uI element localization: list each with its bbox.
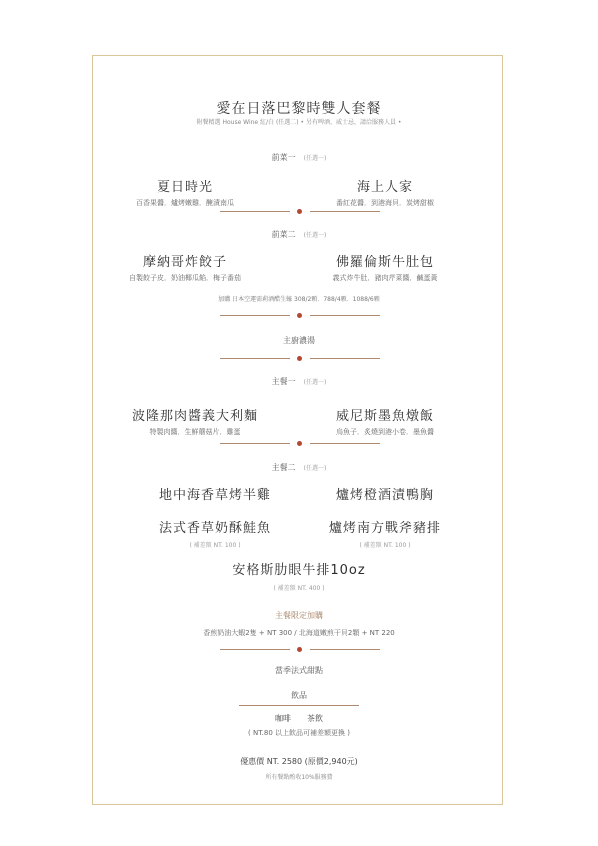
surcharge-note: ( 補差額 NT. 400 ) [273, 585, 325, 592]
dish-name: 佛羅倫斯牛肚包 [335, 255, 434, 270]
appetizer2-heading [0, 229, 598, 240]
appetizer2-label: 前菜二 [271, 230, 296, 239]
divider [0, 310, 598, 320]
appetizer2-left-dish [120, 251, 250, 283]
appetizer1-note: (任選一) [303, 155, 327, 162]
main1-right-dish [320, 405, 450, 437]
main2-item5 [0, 559, 598, 592]
dish-name: 波隆那肉醬義大利麵 [131, 409, 258, 424]
menu-subtitle: 附餐精選 House Wine 紅/白 (任選二) • 另有啤酒、威士忌，請洽服務人員 • [196, 119, 402, 126]
dish-desc: 自製餃子皮．奶油椰瓜餡．梅子番茄 [129, 274, 241, 282]
appetizer2-note: (任選一) [303, 232, 327, 239]
appetizer1-heading [0, 152, 598, 163]
dish-desc: 烏魚子．炙燒到港小卷．墨魚醬 [336, 428, 434, 436]
dish-name: 地中海香草烤半雞 [158, 488, 271, 503]
drinks-label: 飲品 [291, 691, 307, 700]
divider [0, 206, 598, 216]
dish-name: 夏日時光 [156, 180, 213, 195]
main1-label: 主餐一 [271, 377, 296, 386]
drinks-items: 咖啡 茶飲 [275, 714, 323, 723]
dish-desc: 義式炸牛肚．豬肉芹菜醬．鹹蛋黃 [332, 274, 438, 282]
main2-item3 [140, 517, 290, 549]
dish-name: 爐烤橙酒漬鴨胸 [335, 488, 434, 503]
menu-title: 愛在日落巴黎時雙人套餐 [216, 101, 382, 117]
main2-item4 [310, 517, 460, 549]
surcharge-note: ( 補差額 NT. 100 ) [189, 542, 241, 549]
main2-note: (任選一) [303, 465, 327, 472]
dish-name: 法式香草奶酥鮭魚 [158, 521, 271, 536]
appetizer2-addon: 加購 日本空運需莉酒醋生蠔 308/2顆．788/4顆．1088/6顆 [218, 296, 380, 303]
dish-desc: 百香果醬．爐烤嫩雞．醃漬南瓜 [136, 199, 234, 207]
main2-heading [0, 462, 598, 473]
appetizer1-label: 前菜一 [271, 153, 296, 162]
dish-name: 威尼斯墨魚燉飯 [335, 409, 434, 424]
service-charge-note: 所有餐點酌收10%服務費 [265, 774, 333, 781]
appetizer1-right-dish [320, 176, 450, 208]
appetizer1-left-dish [120, 176, 250, 208]
main2-item2 [310, 484, 460, 503]
appetizer2-right-dish [320, 251, 450, 283]
main1-heading [0, 376, 598, 387]
dish-name: 爐烤南方戰斧豬排 [328, 521, 441, 536]
dish-name: 摩納哥炸餃子 [142, 255, 227, 270]
main1-note: (任選一) [303, 379, 327, 386]
dessert-label: 當季法式甜點 [275, 666, 323, 675]
soup-label: 主廚濃湯 [283, 336, 315, 345]
main2-item1 [140, 484, 290, 503]
dish-name: 安格斯肋眼牛排10oz [232, 563, 366, 578]
drinks-note: ( NT.80 以上飲品可補差額更換 ) [248, 729, 350, 737]
limited-label: 主餐限定加購 [275, 611, 323, 620]
dish-desc: 特製肉醬．生鮮蘑菇片．雞蛋 [149, 428, 241, 436]
divider [0, 644, 598, 654]
main1-left-dish [120, 405, 270, 437]
divider [0, 353, 598, 363]
drinks-underline [239, 705, 359, 706]
main2-label: 主餐二 [271, 463, 296, 472]
limited-desc: 香煎奶油大蝦2隻 + NT 300 / 北海道嫩煎干貝2顆 + NT 220 [203, 629, 395, 637]
dish-desc: 番紅花醬．到港海貝．炭烤甜椒 [336, 199, 434, 207]
surcharge-note: ( 補差額 NT. 100 ) [359, 542, 411, 549]
price-main: 優惠價 NT. 2580 (原價2,940元) [240, 757, 358, 766]
divider [0, 438, 598, 448]
dish-name: 海上人家 [356, 180, 413, 195]
